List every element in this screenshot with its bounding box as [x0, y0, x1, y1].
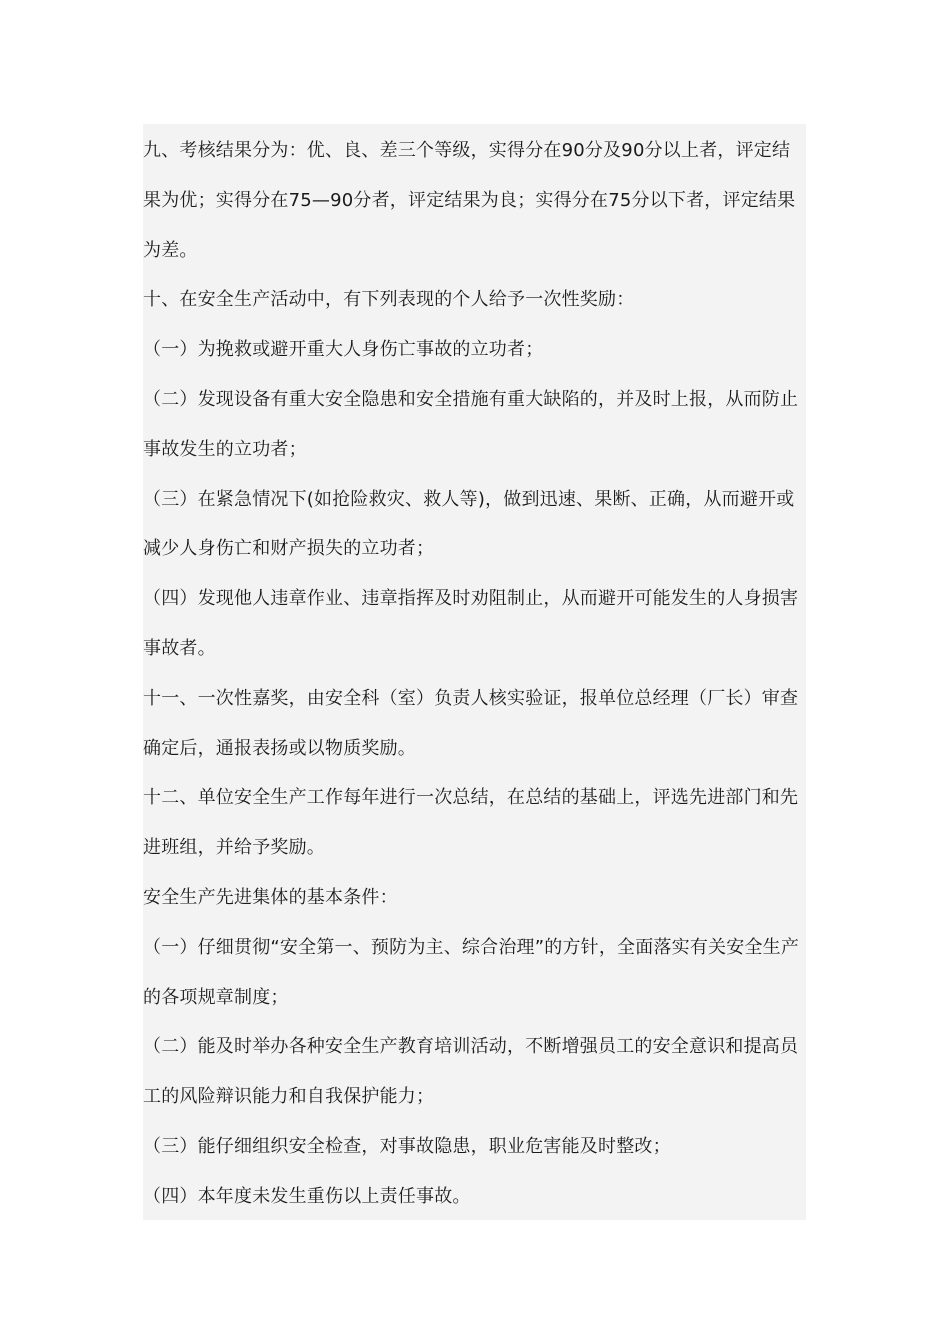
paragraph-reward-item-3: （三）在紧急情况下(如抢险救灾、救人等)，做到迅速、果断、正确，从而避开或减少人身伤亡和财产损失的立功者；	[143, 488, 795, 560]
paragraph-condition-2: （二）能及时举办各种安全生产教育培训活动，不断增强员工的安全意识和提高员工的风险辩识能力和自我保护能力；	[143, 1036, 799, 1108]
paragraph-condition-4: （四）本年度未发生重伤以上责任事故。	[143, 1185, 471, 1207]
paragraph-collective-conditions: 安全生产先进集体的基本条件：	[143, 886, 398, 908]
paragraph-reward-item-4: （四）发现他人违章作业、违章指挥及时劝阻制止，从而避开可能发生的人身损害事故者。	[143, 588, 799, 659]
paragraph-individual-rewards: 十、在安全生产活动中，有下列表现的个人给予一次性奖励：	[143, 289, 635, 311]
document-content	[143, 124, 806, 1220]
paragraph-condition-3: （三）能仔细组织安全检查，对事故隐患，职业危害能及时整改；	[143, 1135, 671, 1157]
paragraph-annual-summary: 十二、单位安全生产工作每年进行一次总结，在总结的基础上，评选先进部门和先进班组，并给予奖励。	[143, 787, 799, 859]
paragraph-grading-results: 九、考核结果分为：优、良、差三个等级，实得分在90分及90分以上者，评定结果为优；实得分在75—90分者，评定结果为良；实得分在75分以下者，评定结果为差。	[143, 140, 796, 261]
paragraph-condition-1: （一）仔细贯彻“安全第一、预防为主、综合治理”的方针，全面落实有关安全生产的各项规章制度；	[143, 936, 800, 1008]
paragraph-reward-item-2: （二）发现设备有重大安全隐患和安全措施有重大缺陷的，并及时上报，从而防止事故发生的立功者；	[143, 388, 799, 460]
paragraph-one-time-commendation: 十一、一次性嘉奖，由安全科（室）负责人核实验证，报单位总经理（厂长）审查确定后，通报表扬或以物质奖励。	[143, 687, 799, 759]
paragraph-reward-item-1: （一）为挽救或避开重大人身伤亡事故的立功者；	[143, 339, 544, 361]
